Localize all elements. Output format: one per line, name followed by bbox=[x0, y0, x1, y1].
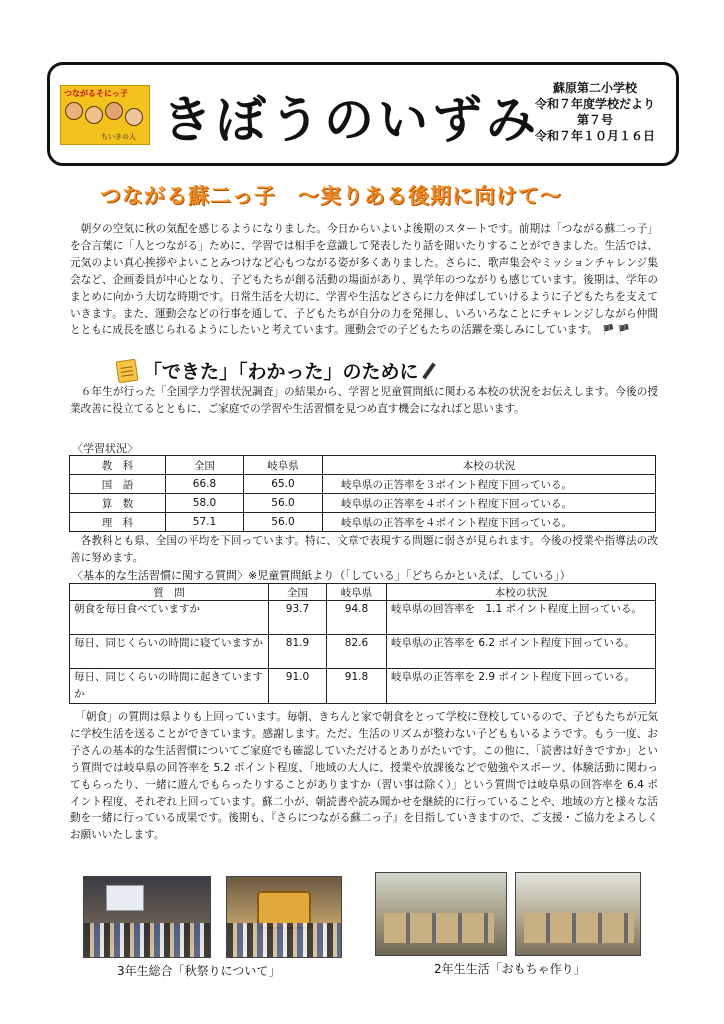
header-cell: 教 科 bbox=[70, 456, 166, 475]
national-cell: 58.0 bbox=[166, 494, 244, 513]
status-cell: 岐阜県の正答率を４ポイント程度下回っている。 bbox=[323, 494, 656, 513]
table-row bbox=[70, 513, 656, 532]
header-cell: 岐阜県 bbox=[327, 584, 387, 601]
national-cell: 66.8 bbox=[166, 475, 244, 494]
photo-grade3-festival-float bbox=[226, 876, 342, 958]
header-cell: 全国 bbox=[166, 456, 244, 475]
table-row bbox=[70, 669, 656, 704]
question-cell: 毎日、同じくらいの時間に寝ていますか bbox=[70, 635, 269, 669]
issue-date: 令和７年１０月１６日 bbox=[534, 129, 655, 143]
students-crowd bbox=[84, 923, 210, 957]
logo-face-icon bbox=[125, 108, 143, 126]
national-cell: 81.9 bbox=[269, 635, 327, 669]
subjects-paragraph: 各教科とも県、全国の平均を下回っています。特に、文章で表現する問題に弱さが見られます。今後の授業や指導法の改善に努めます。 bbox=[70, 535, 658, 564]
logo-face-icon bbox=[105, 102, 123, 120]
table-row bbox=[70, 635, 656, 669]
issue-number: 第７号 bbox=[576, 113, 613, 127]
subject-cell: 国 語 bbox=[70, 475, 166, 494]
photo-caption-grade2: 2年生生活「おもちゃ作り」 bbox=[434, 962, 586, 976]
notebook-icon bbox=[116, 358, 139, 383]
intro-text: 朝夕の空気に秋の気配を感じるようになりました。今日からいよいよ後期のスタートです。前期は「つながる蘇二っ子」を合言葉に「人とつながる」ために、学習では相手を意識して発表したり話を聞いたりすることができました。生活では、元気のよい真心挨拶やよいことみつけなど心もつながる姿が多くありました。さらに、歌声集会やミッションチャレンジ集会など、企画委員が中心となり、子どもたちが創る活動の場面があり、異学年のつながりも感じています。後期は、学年のまとめに向かう大切な時期です。日常生活を大切に、学習や生活などさらに力を伸ばしていけるように子どもたちを支えていきます。また、運動会などの行事を通して、子どもたちが自分の力を発揮し、いろいろなことにチャレンジしながら仲間とともに成長を感じられるようにしたいと考えています。運動会での子どもたちの活躍を楽しみにしています。 bbox=[70, 223, 658, 337]
prefecture-cell: 56.0 bbox=[244, 513, 323, 532]
intro-paragraph bbox=[70, 221, 658, 340]
question-cell: 朝食を毎日食べていますか bbox=[70, 601, 269, 635]
section-heading-text: 「できた」「わかった」のために bbox=[143, 361, 419, 383]
logo-face-icon bbox=[65, 102, 83, 120]
table-header-row bbox=[70, 584, 656, 601]
table-header-row bbox=[70, 456, 656, 475]
photo-grade3-presentation bbox=[83, 876, 211, 958]
pencil-icon bbox=[422, 362, 436, 379]
projector-screen bbox=[106, 885, 144, 911]
status-cell: 岐阜県の正答率を 2.9 ポイント程度下回っている。 bbox=[387, 669, 656, 704]
closing-paragraph: 「朝食」の質問は県よりも上回っています。毎朝、きちんと家で朝食をとって学校に登校しているので、子どもたちが元気に学校生活を送ることができています。感謝します。ただ、生活のリズムが整わない子どももいるようです。もう一度、お子さんの基本的な生活習慣についてご家庭でも確認していただけるとありがたいです。この他に、「読書は好きですか」という質問では岐阜県の回答率を 5.2 ポイント程度、「地域の大人に、授業や放課後などで勉強やスポーツ、体験活動に関わってもらったり、一緒に遊んでもらったりすることがありますか（習い事は除く）」という質問では岐阜県の回答率を 6.4 ポイント程度、それぞれ上回っています。蘇二小が、朝読書や読み聞かせを継続的に行っていることや、地域の方と様々な活動を一緒に行っている成果です。後期も、『さらにつながる蘇二っ子』を目指していきますので、ご支援・ご協力をよろしくお願いいたします。 bbox=[70, 711, 658, 842]
prefecture-cell: 91.8 bbox=[327, 669, 387, 704]
school-logo bbox=[60, 85, 150, 145]
logo-slogan: つながるそにっ子 bbox=[64, 89, 128, 98]
status-cell: 岐阜県の正答率を４ポイント程度下回っている。 bbox=[323, 513, 656, 532]
photo-grade2-toy-making-2 bbox=[515, 872, 641, 956]
question-cell: 毎日、同じくらいの時間に起きていますか bbox=[70, 669, 269, 704]
national-cell: 93.7 bbox=[269, 601, 327, 635]
learning-table-caption: 〈学習状況〉 bbox=[72, 442, 138, 455]
photo-caption-grade3: 3年生総合「秋祭りについて」 bbox=[117, 964, 281, 978]
subject-cell: 算 数 bbox=[70, 494, 166, 513]
prefecture-cell: 82.6 bbox=[327, 635, 387, 669]
prefecture-cell: 65.0 bbox=[244, 475, 323, 494]
table-row bbox=[70, 494, 656, 513]
status-cell: 岐阜県の正答率を３ポイント程度下回っている。 bbox=[323, 475, 656, 494]
logo-caption: ちいきの人 bbox=[101, 133, 136, 141]
article-subtitle: つながる蘇二っ子 ～実りある後期に向けて～ bbox=[100, 184, 562, 208]
prefecture-cell: 56.0 bbox=[244, 494, 323, 513]
national-cell: 91.0 bbox=[269, 669, 327, 704]
header-cell: 質 問 bbox=[70, 584, 269, 601]
photo-grade2-toy-making bbox=[375, 872, 507, 956]
prefecture-cell: 94.8 bbox=[327, 601, 387, 635]
habit-table bbox=[69, 583, 656, 704]
newsletter-name: 令和７年度学校だより bbox=[534, 97, 655, 111]
newsletter-title: きぼうのいずみ bbox=[162, 91, 540, 149]
national-cell: 57.1 bbox=[166, 513, 244, 532]
survey-paragraph: ６年生が行った「全国学力学習状況調査」の結果から、学習と児童質問紙に関わる本校の状況をお伝えします。今後の授業改善に役立てるとともに、ご家庭での学習や生活習慣を見つめ直す機会になればと思います。 bbox=[70, 386, 658, 415]
school-name: 蘇原第二小学校 bbox=[552, 81, 637, 95]
section-heading bbox=[117, 357, 431, 384]
subject-cell: 理 科 bbox=[70, 513, 166, 532]
classroom-desks bbox=[524, 913, 634, 943]
header-cell: 岐阜県 bbox=[244, 456, 323, 475]
flags-icon: 🏴 🏴 bbox=[602, 325, 631, 337]
table-row bbox=[70, 601, 656, 635]
issue-info bbox=[520, 80, 670, 144]
habit-table-caption: 〈基本的な生活習慣に関する質問〉※児童質問紙より（「している」「どちらかといえば、している」） bbox=[72, 569, 571, 582]
classroom-desks bbox=[384, 913, 494, 943]
status-cell: 岐阜県の正答率を 6.2 ポイント程度下回っている。 bbox=[387, 635, 656, 669]
logo-face-icon bbox=[85, 106, 103, 124]
header-cell: 全国 bbox=[269, 584, 327, 601]
learning-table bbox=[69, 455, 656, 532]
table-row bbox=[70, 475, 656, 494]
header-cell: 本校の状況 bbox=[323, 456, 656, 475]
students-crowd bbox=[227, 923, 341, 957]
header-cell: 本校の状況 bbox=[387, 584, 656, 601]
status-cell: 岐阜県の回答率を 1.1 ポイント程度上回っている。 bbox=[387, 601, 656, 635]
